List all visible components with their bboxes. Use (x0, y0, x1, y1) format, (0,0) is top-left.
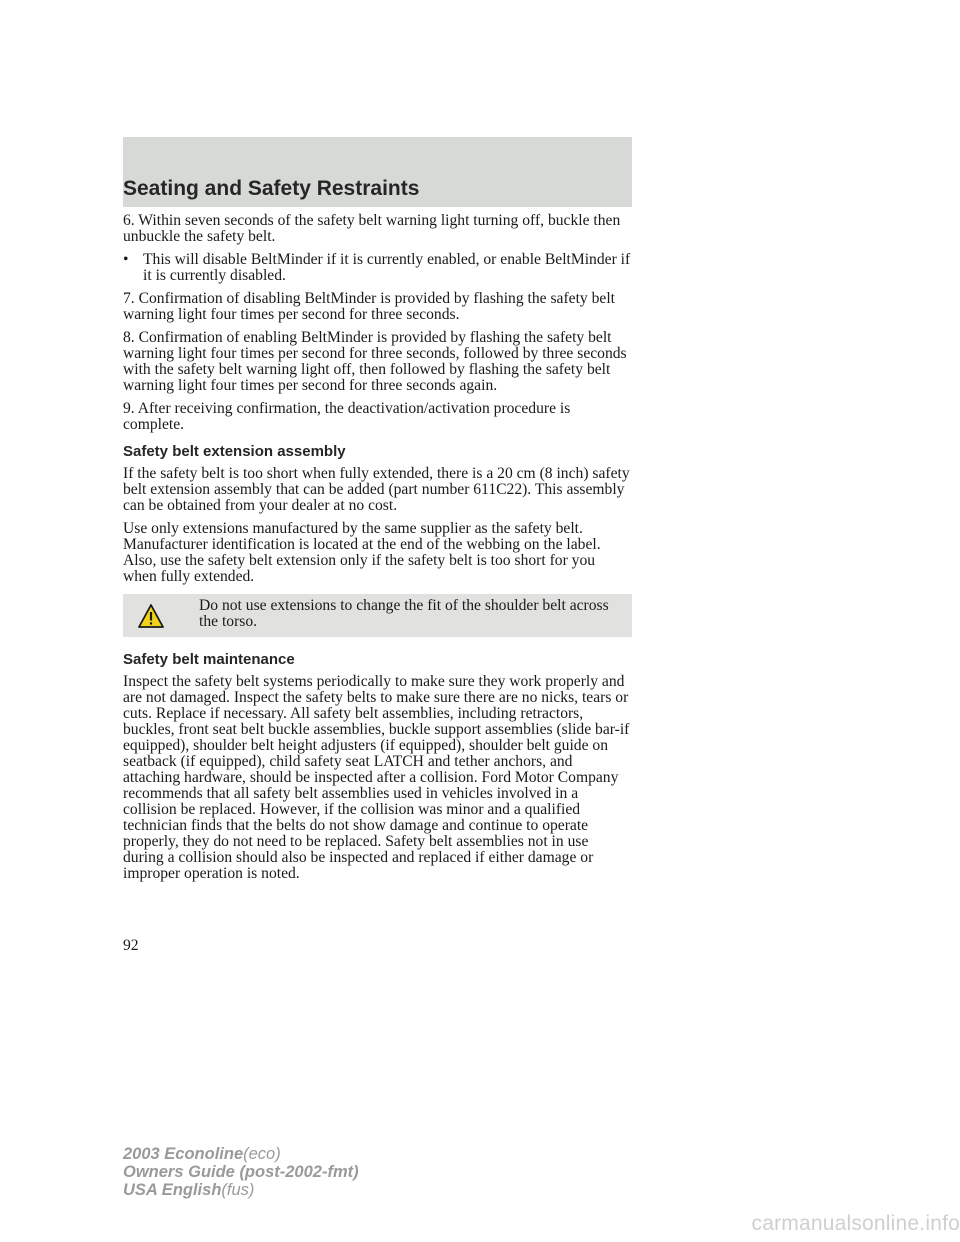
footer-line-2 (123, 1163, 359, 1181)
warning-box (123, 594, 632, 637)
footer-language-code: (fus) (221, 1181, 255, 1199)
warning-triangle-icon (138, 604, 164, 628)
footer-line-1 (123, 1145, 359, 1163)
document-footer (123, 1145, 359, 1199)
maintenance-paragraph: Inspect the safety belt systems periodically to make sure they work properly and are not damaged. Inspect the safety belts to make sure there are no nicks, tears or cuts. Replace if necessary. All safety belt assemblies, including retractors, buckles, front seat belt buckle assemblies, buckle support assemblies (slide bar-if equipped), shoulder belt height adjusters (if equipped), shoulder belt guide on seatback (if equipped), child safety seat LATCH and tether anchors, and attaching hardware, should be inspected after a collision. Ford Motor Company recommends that all safety belt assemblies used in vehicles involved in a collision be replaced. However, if the collision was minor and a qualified technician finds that the belts do not show damage and continue to operate properly, they do not need to be replaced. Safety belt assemblies not in use during a collision should also be inspected and replaced if either damage or improper operation is noted. (123, 673, 630, 882)
footer-vehicle: 2003 Econoline (123, 1145, 244, 1163)
bullet-item (123, 252, 632, 284)
section-title: Seating and Safety Restraints (123, 177, 420, 200)
page-content (123, 213, 632, 889)
bullet-text: This will disable BeltMinder if it is currently enabled, or enable BeltMinder if it is currently disabled. (143, 251, 631, 284)
extension-paragraph-2: Use only extensions manufactured by the same supplier as the safety belt. Manufacturer identification is located at the end of the webbing on the label. Also, use the safety belt extension only if the safety belt is too short for you when fully extended. (123, 520, 601, 585)
step-8: 8. Confirmation of enabling BeltMinder is provided by flashing the safety belt warning light four times per second for three seconds, followed by three seconds with the safety belt warning light off, then followed by flashing the safety belt warning light four times per second for three seconds again. (123, 329, 627, 394)
extension-paragraph-1: If the safety belt is too short when fully extended, there is a 20 cm (8 inch) safety belt extension assembly that can be added (part number 611C22). This assembly can be obtained from your dealer at no cost. (123, 465, 630, 514)
step-7: 7. Confirmation of disabling BeltMinder is provided by flashing the safety belt warning light four times per second for three seconds. (123, 290, 615, 323)
section-header-band (123, 137, 632, 207)
step-9: 9. After receiving confirmation, the deactivation/activation procedure is complete. (123, 400, 571, 433)
extension-heading: Safety belt extension assembly (123, 443, 346, 460)
footer-language: USA English (123, 1181, 222, 1199)
footer-guide: Owners Guide (post-2002-fmt) (123, 1163, 359, 1181)
footer-line-3 (123, 1181, 359, 1199)
step-6: 6. Within seven seconds of the safety belt warning light turning off, buckle then unbuckle the safety belt. (123, 212, 621, 245)
bullet-mark: • (123, 251, 129, 268)
maintenance-heading: Safety belt maintenance (123, 651, 295, 668)
warning-text: Do not use extensions to change the fit of the shoulder belt across the torso. (199, 597, 609, 630)
page-number: 92 (123, 937, 139, 954)
watermark-text: carmanualsonline.info (751, 1212, 960, 1235)
footer-vehicle-code: (eco) (243, 1145, 281, 1163)
